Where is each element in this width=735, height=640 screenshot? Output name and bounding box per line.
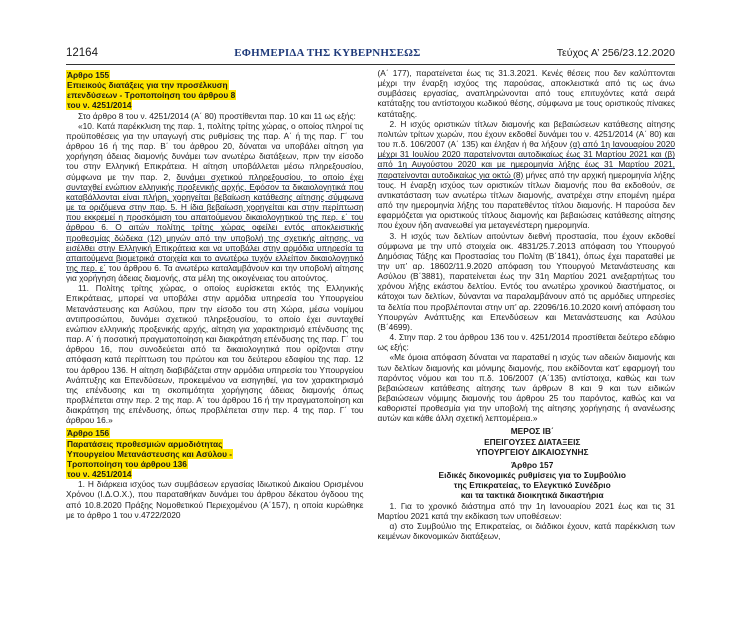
page-number: 12164: [66, 47, 98, 59]
paragraph-2: [378, 119, 676, 231]
underlined-amendment: δυνάμει σχετικού πληρεξουσίου, το οποίο έχει συνταχθεί ενώπιον ελληνικής προξενικής αρχής. Εφόσον τα δικαιολογητικά που καταβάλλονται είναι πλήρη, χορηγείται βεβαίωση κατάθεσης αίτησης σύμφωνα με τα οριζόμενα στην παρ. 5. Η ίδια βεβαίωση χορηγείται και στην περίπτωση που εκκρεμεί η προσκόμιση του απαιτούμενου δικαιολογητικού της περ. ε΄ του άρθρου 6. Ο αιτών πολίτης τρίτης χώρας οφείλει εντός αποκλειστικής προθεσμίας δώδεκα (12) μηνών από την υποβολή της σχετικής αίτησης, να εισέλθει στην Ελληνική Επικράτεια και να υποβάλει στην αρμόδια υπηρεσία τα απαιτούμενα βιομετρικά στοιχεία και το ανωτέρω τυχόν ελλείπον δικαιολογητικό της περ. ε΄: [66, 171, 364, 273]
paragraph-quote: «Με όμοια απόφαση δύναται να παραταθεί η ισχύς των αδειών διαμονής και των δελτίων διαμονής και μόνιμης διαμονής, που εκδίδονται κατ’ εφαρμογή του παρόντος νόμου και του π.δ. 106/2007 (Α΄135) αντίστοιχα, καθώς και των βεβαιώσεων κατάθεσης αίτησης των άρθρων 8 και 9 και των ειδικών βεβαιώσεων νόμιμης διαμονής του άρθρου 25 του παρόντος, καθώς και να καθοριστεί προθεσμία για την υποβολή της αίτησης χορήγησης ή ανανέωσης αυτών και κάθε άλλη σχετική λεπτομέρεια.»: [377, 352, 675, 424]
part-subtitle-2: ΥΠΟΥΡΓΕΙΟΥ ΔΙΚΑΙΟΣΥΝΗΣ: [475, 446, 589, 457]
article-157-heading: [378, 460, 676, 501]
article-157-heading-line-3: και τα τακτικά διοικητικά δικαστήρια: [460, 490, 604, 501]
paragraph-3: 3. Η ισχύς των δελτίων αιτούντων διεθνή προστασία, που έχουν εκδοθεί σύμφωνα με την υπό στοιχεία οικ. 4831/25.7.2013 απόφαση του Υπουργού Δημόσιας Τάξης και Προστασίας του Πολίτη (Β΄1841), όπως έχει παραταθεί με την υπ’ αρ. 18602/11.9.2020 απόφαση του Υπουργού Μετανάστευσης και Ασύλου (Β΄3881), παρατείνεται έως την 31η Μαρτίου 2021 ανεξαρτήτως του χρόνου λήξης εκάστου δελτίου. Εντός του ανωτέρω χρονικού διαστήματος, οι κάτοχοι των δελτίων, δύνανται να παραλαμβάνουν από τις αρμόδιες υπηρεσίες τα δελτία που προβλέπονται στην υπ’ αρ. 22096/16.10.2020 κοινή απόφαση του Υπουργών Ανάπτυξης και Επενδύσεων και Μετανάστευσης και Ασύλου (Β΄4699).: [377, 230, 675, 332]
gazette-title: ΕΦΗΜΕΡΙΔΑ ΤΗΣ ΚΥΒΕΡΝΗΣΕΩΣ: [234, 47, 421, 59]
paragraph-text: μήνες από την αρχική ημερομηνία λήξης τους. Η έναρξη ισχύος των οριστικών τίτλων διαμονής που θα εκδοθούν, σε αντικατάσταση των ανωτέρω τίτλων διαμονής, ανατρέχει στην επομένη ημέρα από την ημερομηνία λήξης του παρατεθέντος τίτλου διαμονής. Η παρούσα δεν εφαρμόζεται για οριστικούς τίτλους διαμονής και βεβαιώσεις κατάθεσης αίτησης που έχουν ήδη ανανεωθεί για μεταγενέστερη ημερομηνία.: [377, 169, 675, 231]
article-156-heading-line-1: Παρατάσεις προθεσμιών αρμοδιότητας: [67, 438, 223, 449]
article-157-heading-line-2: της Επικρατείας, το Ελεγκτικό Συνέδριο: [453, 480, 611, 491]
article-156-heading: [66, 428, 364, 479]
part-subtitle-1: ΕΠΕΙΓΟΥΣΕΣ ΔΙΑΤΑΞΕΙΣ: [484, 436, 581, 447]
right-column: [378, 68, 676, 541]
left-column: [66, 68, 364, 541]
article-156-heading-line-2: Υπουργείου Μετανάστευσης και Ασύλου -: [67, 448, 233, 459]
text-columns: [66, 68, 675, 541]
paragraph-text: του άρθρου 6. Τα ανωτέρω καταλαμβάνουν και την υποβολή αίτησης για χορήγηση άδειας διαμονής, στα μέλη της οικογένειας του αιτούντος.: [66, 262, 364, 284]
paragraph: α) στο Συμβούλιο της Επικρατείας, οι διάδικοι έχουν, κατά παρέκκλιση των κειμένων δικονομικών διατάξεων,: [377, 520, 675, 542]
underlined-amendment: (α) από 1η Ιανουαρίου 2020 μέχρι 31 Ιουλίου 2020 παρατείνονται αυτοδικαίως έως 31 Μαρτίου 2021 και (β) από 1η Αυγούστου 2020 και με ημερομηνία λήξης έως 31 Μαρτίου 2021, παρατείνονται αυτοδικαίως για οκτώ (8): [377, 139, 675, 180]
article-155-heading: [66, 70, 364, 111]
paragraph: 1. Η διάρκεια ισχύος των συμβάσεων εργασίας Ιδιωτικού Δικαίου Ορισμένου Χρόνου (Ι.Δ.Ο.Χ.), που παραταθήκαν δυνάμει του άρθρου δέκατου όγδοου της από 10.8.2020 Πράξης Νομοθετικού Περιεχομένου (Α΄157), η οποία κυρώθηκε με το άρθρο 1 του ν.4722/2020: [66, 479, 364, 520]
article-155-heading-line-3: του ν. 4251/2014: [67, 100, 132, 111]
article-155-heading-line-2: επενδύσεων - Τροποποίηση του άρθρου 8: [67, 90, 236, 101]
paragraph-4: 4. Στην παρ. 2 του άρθρου 136 του ν. 4251/2014 προστίθεται δεύτερο εδάφιο ως εξής:: [377, 332, 675, 353]
article-157-number: Άρθρο 157: [511, 459, 554, 470]
article-157-heading-line-1: Ειδικές δικονομικές ρυθμίσεις για το Συμβούλιο: [438, 470, 626, 481]
article-156-heading-line-4: του ν. 4251/2014: [67, 469, 132, 480]
paragraph-11: 11. Πολίτης τρίτης χώρας, ο οποίος ευρίσκεται εκτός της Ελληνικής Επικράτειας, μπορεί να υποβάλει στην αρμόδια υπηρεσία του Υπουργείου Μετανάστευσης και Ασύλου, πριν την είσοδο του στη Χώρα, μέσω νομίμου αντιπροσώπου, δυνάμει σχετικού πληρεξουσίου, το οποίο έχει συνταχθεί ενώπιον ελληνικής προξενικής αρχής, αίτηση για χαρακτηρισμό επένδυσης της παρ. Α΄ ή ποσοτική πραγματοποίηση και διακράτηση επένδυσης της παρ. Γ΄ του άρθρου 16, που συνοδεύεται από τα δικαιολογητικά που ορίζονται στην απόφαση κατά περίπτωση του πρώτου και του δεύτερου εδαφίου της παρ. 12 του άρθρου 136. Η αίτηση διαβιβάζεται στην αρμόδια υπηρεσία του Υπουργείου Ανάπτυξης και Επενδύσεων, προκειμένου να εισηγηθεί, για τον χαρακτηρισμό της επένδυσης και τη σκοπιμότητα χορήγησης άδειας διαμονής όπως προβλέπεται στην περ. 2 της παρ. Α΄ του άρθρου 16 ή την πραγματοποίηση και διακράτηση της επένδυσης, όπως προβλέπεται στην περ. 4 της παρ. Γ΄ του άρθρου 16.»: [66, 283, 364, 426]
paragraph: Στο άρθρο 8 του ν. 4251/2014 (Α΄ 80) προστίθενται παρ. 10 και 11 ως εξής:: [78, 110, 356, 121]
article-156-number: Άρθρο 156: [67, 428, 110, 439]
paragraph-text: 2. Η ισχύς οριστικών τίτλων διαμονής και βεβαιώσεων κατάθεσης αίτησης πολιτών τρίτων χωρών, που έχουν εκδοθεί δυνάμει του ν. 4251/2014 (Α΄ 80) και του π.δ. 106/2007 (Α΄ 135) και έληξαν ή θα λήξουν: [377, 118, 675, 150]
paragraph-10: [66, 121, 364, 284]
issue-label: Τεύχος Α’ 256/23.12.2020: [556, 47, 675, 59]
paragraph-text: «10. Κατά παρέκκλιση της παρ. 1, πολίτης τρίτης χώρας, ο οποίος πληροί τις προϋποθέσεις για την υπαγωγή στις ρυθμίσεις της παρ. Α΄ ή της παρ. Γ΄ του άρθρου 16 ή της παρ. Β΄ του άρθρου 20, δύναται να υποβάλει αίτηση για χορήγηση άδειας διαμονής δυνάμει των ανωτέρω διατάξεων, πριν την είσοδο του στην Ελληνική Επικράτεια. Η αίτηση υποβάλλεται μέσω πληρεξουσίου, σύμφωνα με την παρ. 2,: [66, 120, 364, 182]
paragraph: 1. Για το χρονικό διάστημα από την 1η Ιανουαρίου 2021 έως και τις 31 Μαρτίου 2021 κατά την εκδίκαση των υποθέσεων:: [377, 500, 675, 521]
page-header: [66, 46, 675, 65]
paragraph: (Α΄ 177), παρατείνεται έως τις 31.3.2021. Κενές θέσεις που δεν καλύπτονται μέχρι την έναρξη ισχύος της παρούσας, αποκλειστικά από τις ως άνω συμβάσεις εργασίας, αναπληρώνονται από τους επιτυχόντες κατά σειρά κατάταξης του αντίστοιχου κωδικού θέσης, σύμφωνα με τους οριστικούς πίνακες κατάταξης.: [377, 68, 675, 119]
article-155-number: Άρθρο 155: [67, 70, 110, 80]
part-heading: [378, 426, 676, 456]
article-155-heading-line-1: Επιεικούς διατάξεις για την προσέλκυση: [67, 80, 228, 91]
article-156-heading-line-3: Τροποποίηση του άρθρου 136: [67, 458, 187, 469]
part-title: ΜΕΡΟΣ ΙΒ΄: [510, 426, 554, 437]
